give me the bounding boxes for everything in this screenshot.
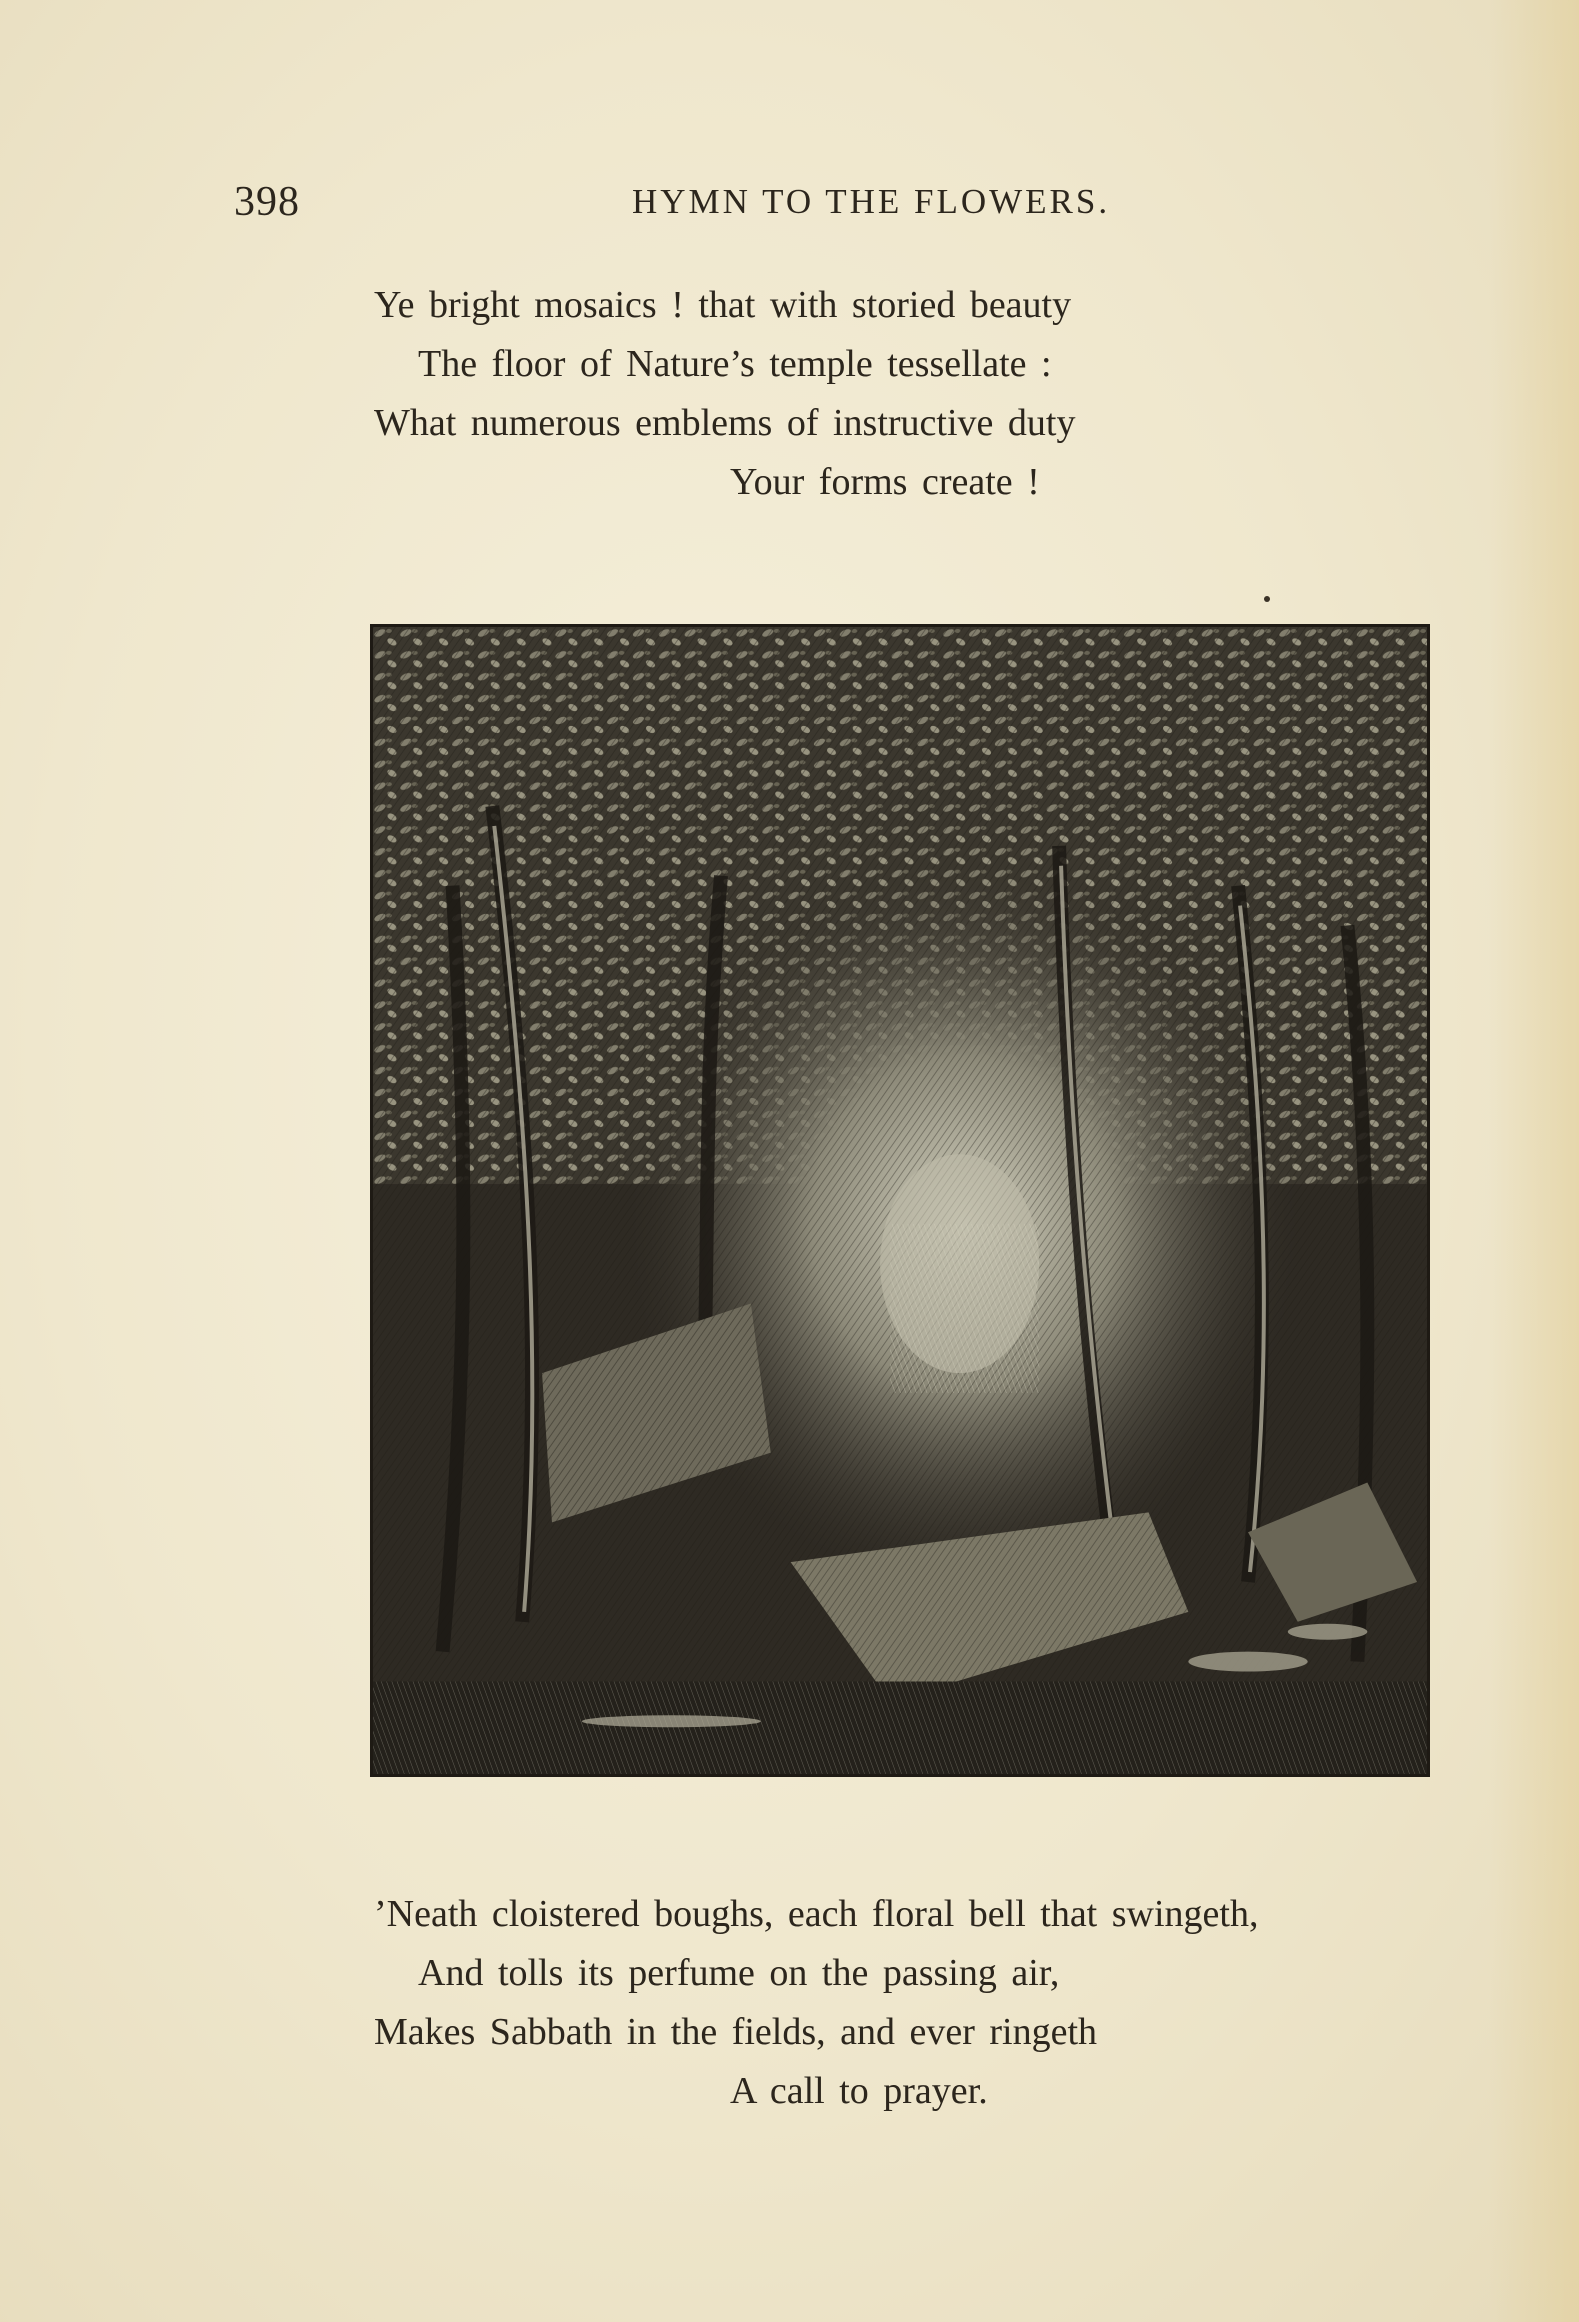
verse-line: Your forms create ! bbox=[730, 461, 1040, 503]
forest-engraving-drawing bbox=[373, 627, 1427, 1774]
page-number: 398 bbox=[234, 179, 300, 225]
verse-line: Ye bright mosaics ! that with storied beauty bbox=[374, 284, 1072, 326]
verse-line: Makes Sabbath in the fields, and ever ringeth bbox=[374, 2011, 1098, 2053]
verse-line: And tolls its perfume on the passing air, bbox=[418, 1952, 1060, 1994]
ink-speck bbox=[1264, 596, 1270, 602]
verse-line: ’Neath cloistered boughs, each floral bell that swingeth, bbox=[374, 1893, 1259, 1935]
verse-line: What numerous emblems of instructive duty bbox=[374, 402, 1076, 444]
stanza-top bbox=[374, 276, 1075, 512]
stanza-bottom bbox=[374, 1885, 1258, 2121]
forest-engraving-illustration bbox=[370, 624, 1430, 1777]
verse-line: A call to prayer. bbox=[730, 2070, 988, 2112]
page-edge-shading bbox=[1489, 0, 1579, 2322]
verse-line: The floor of Nature’s temple tessellate : bbox=[418, 343, 1052, 385]
running-head: HYMN TO THE FLOWERS. bbox=[632, 182, 1111, 221]
